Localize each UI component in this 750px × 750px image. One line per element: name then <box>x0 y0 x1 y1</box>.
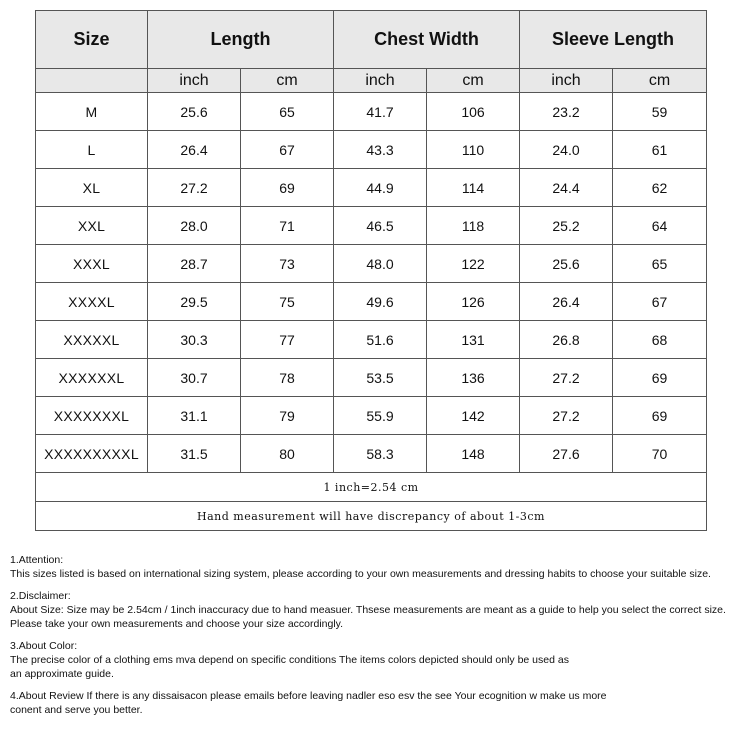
sleeve-inch-cell: 24.0 <box>520 131 613 169</box>
table-row <box>36 283 707 321</box>
chest-cm-cell: 114 <box>427 169 520 207</box>
table-row <box>36 321 707 359</box>
length-cm-cell: 65 <box>241 93 334 131</box>
sleeve-cm-cell: 69 <box>613 397 707 435</box>
length-inch-cell: 28.0 <box>148 207 241 245</box>
sleeve-inch-cell: 25.6 <box>520 245 613 283</box>
table-row <box>36 207 707 245</box>
length-cm-cell: 67 <box>241 131 334 169</box>
unit-cell: cm <box>241 69 334 93</box>
chest-width-header: Chest Width <box>334 11 520 69</box>
chest-cm-cell: 110 <box>427 131 520 169</box>
size-chart-table <box>35 10 707 531</box>
length-inch-cell: 30.3 <box>148 321 241 359</box>
length-inch-cell: 27.2 <box>148 169 241 207</box>
sleeve-cm-cell: 65 <box>613 245 707 283</box>
chest-inch-cell: 49.6 <box>334 283 427 321</box>
chest-cm-cell: 122 <box>427 245 520 283</box>
chest-cm-cell: 148 <box>427 435 520 473</box>
length-inch-cell: 31.5 <box>148 435 241 473</box>
attention-note <box>10 553 745 581</box>
sleeve-cm-cell: 64 <box>613 207 707 245</box>
color-note <box>10 639 745 681</box>
length-inch-cell: 30.7 <box>148 359 241 397</box>
note-text: conent and serve you better. <box>10 704 143 716</box>
sleeve-cm-cell: 67 <box>613 283 707 321</box>
unit-row <box>36 69 707 93</box>
sleeve-cm-cell: 62 <box>613 169 707 207</box>
table-row <box>36 359 707 397</box>
note-text: 4.About Review If there is any dissaisacon please emails before leaving nadler eso esv the see Your ecognition w make us more <box>10 690 607 702</box>
conversion-note-row <box>36 473 707 502</box>
size-cell: XXXXL <box>36 283 148 321</box>
note-title: 1.Attention: <box>10 554 64 566</box>
note-text: The precise color of a clothing ems mva depend on specific conditions The items colors depicted should only be used as <box>10 654 569 666</box>
chest-cm-cell: 136 <box>427 359 520 397</box>
note-title: 2.Disclaimer: <box>10 590 71 602</box>
note-text: Please take your own measurements and choose your size accordingly. <box>10 618 344 630</box>
length-cm-cell: 80 <box>241 435 334 473</box>
size-cell: L <box>36 131 148 169</box>
size-cell: XXL <box>36 207 148 245</box>
note-text: About Size: Size may be 2.54cm / 1inch inaccuracy due to hand measuer. Thsese measurements are meant as a guide to help you select the correct size. <box>10 604 726 616</box>
note-text: This sizes listed is based on international sizing system, please according to your own measurements and dressing habits to choose your suitable size. <box>10 568 711 580</box>
table-row <box>36 397 707 435</box>
length-header: Length <box>148 11 334 69</box>
sleeve-inch-cell: 27.2 <box>520 397 613 435</box>
note-text: an approximate guide. <box>10 668 114 680</box>
size-cell: XL <box>36 169 148 207</box>
unit-cell: cm <box>427 69 520 93</box>
size-cell: XXXXXXL <box>36 359 148 397</box>
discrepancy-note-row <box>36 502 707 531</box>
sleeve-inch-cell: 26.4 <box>520 283 613 321</box>
sleeve-inch-cell: 23.2 <box>520 93 613 131</box>
discrepancy-note: Hand measurement will have discrepancy of about 1-3cm <box>36 502 707 531</box>
chest-inch-cell: 53.5 <box>334 359 427 397</box>
chest-inch-cell: 46.5 <box>334 207 427 245</box>
sleeve-inch-cell: 24.4 <box>520 169 613 207</box>
note-title: 3.About Color: <box>10 640 78 652</box>
sleeve-cm-cell: 59 <box>613 93 707 131</box>
sleeve-inch-cell: 27.6 <box>520 435 613 473</box>
table-row <box>36 169 707 207</box>
unit-cell: inch <box>148 69 241 93</box>
sleeve-inch-cell: 27.2 <box>520 359 613 397</box>
length-cm-cell: 69 <box>241 169 334 207</box>
table-row <box>36 93 707 131</box>
sleeve-cm-cell: 68 <box>613 321 707 359</box>
length-inch-cell: 25.6 <box>148 93 241 131</box>
chest-inch-cell: 44.9 <box>334 169 427 207</box>
chest-inch-cell: 55.9 <box>334 397 427 435</box>
size-cell: XXXXXXXXXL <box>36 435 148 473</box>
unit-cell: inch <box>334 69 427 93</box>
unit-cell: inch <box>520 69 613 93</box>
length-cm-cell: 71 <box>241 207 334 245</box>
sleeve-cm-cell: 70 <box>613 435 707 473</box>
size-cell: XXXXXL <box>36 321 148 359</box>
size-header: Size <box>36 11 148 69</box>
size-cell: M <box>36 93 148 131</box>
size-cell: XXXL <box>36 245 148 283</box>
length-inch-cell: 28.7 <box>148 245 241 283</box>
sleeve-cm-cell: 61 <box>613 131 707 169</box>
chest-cm-cell: 118 <box>427 207 520 245</box>
sleeve-inch-cell: 25.2 <box>520 207 613 245</box>
chest-cm-cell: 131 <box>427 321 520 359</box>
header-row <box>36 11 707 69</box>
notes-section <box>10 553 745 725</box>
chest-inch-cell: 58.3 <box>334 435 427 473</box>
length-inch-cell: 26.4 <box>148 131 241 169</box>
sleeve-inch-cell: 26.8 <box>520 321 613 359</box>
table-row <box>36 435 707 473</box>
chest-cm-cell: 106 <box>427 93 520 131</box>
length-cm-cell: 75 <box>241 283 334 321</box>
chest-cm-cell: 142 <box>427 397 520 435</box>
unit-cell-empty <box>36 69 148 93</box>
length-cm-cell: 79 <box>241 397 334 435</box>
length-cm-cell: 77 <box>241 321 334 359</box>
size-cell: XXXXXXXL <box>36 397 148 435</box>
length-inch-cell: 31.1 <box>148 397 241 435</box>
review-note <box>10 689 745 717</box>
length-inch-cell: 29.5 <box>148 283 241 321</box>
conversion-note: 1 inch=2.54 cm <box>36 473 707 502</box>
length-cm-cell: 78 <box>241 359 334 397</box>
chest-cm-cell: 126 <box>427 283 520 321</box>
chest-inch-cell: 48.0 <box>334 245 427 283</box>
chest-inch-cell: 43.3 <box>334 131 427 169</box>
disclaimer-note <box>10 589 745 631</box>
length-cm-cell: 73 <box>241 245 334 283</box>
table-row <box>36 245 707 283</box>
sleeve-cm-cell: 69 <box>613 359 707 397</box>
chest-inch-cell: 51.6 <box>334 321 427 359</box>
chest-inch-cell: 41.7 <box>334 93 427 131</box>
sleeve-length-header: Sleeve Length <box>520 11 707 69</box>
unit-cell: cm <box>613 69 707 93</box>
table-row <box>36 131 707 169</box>
